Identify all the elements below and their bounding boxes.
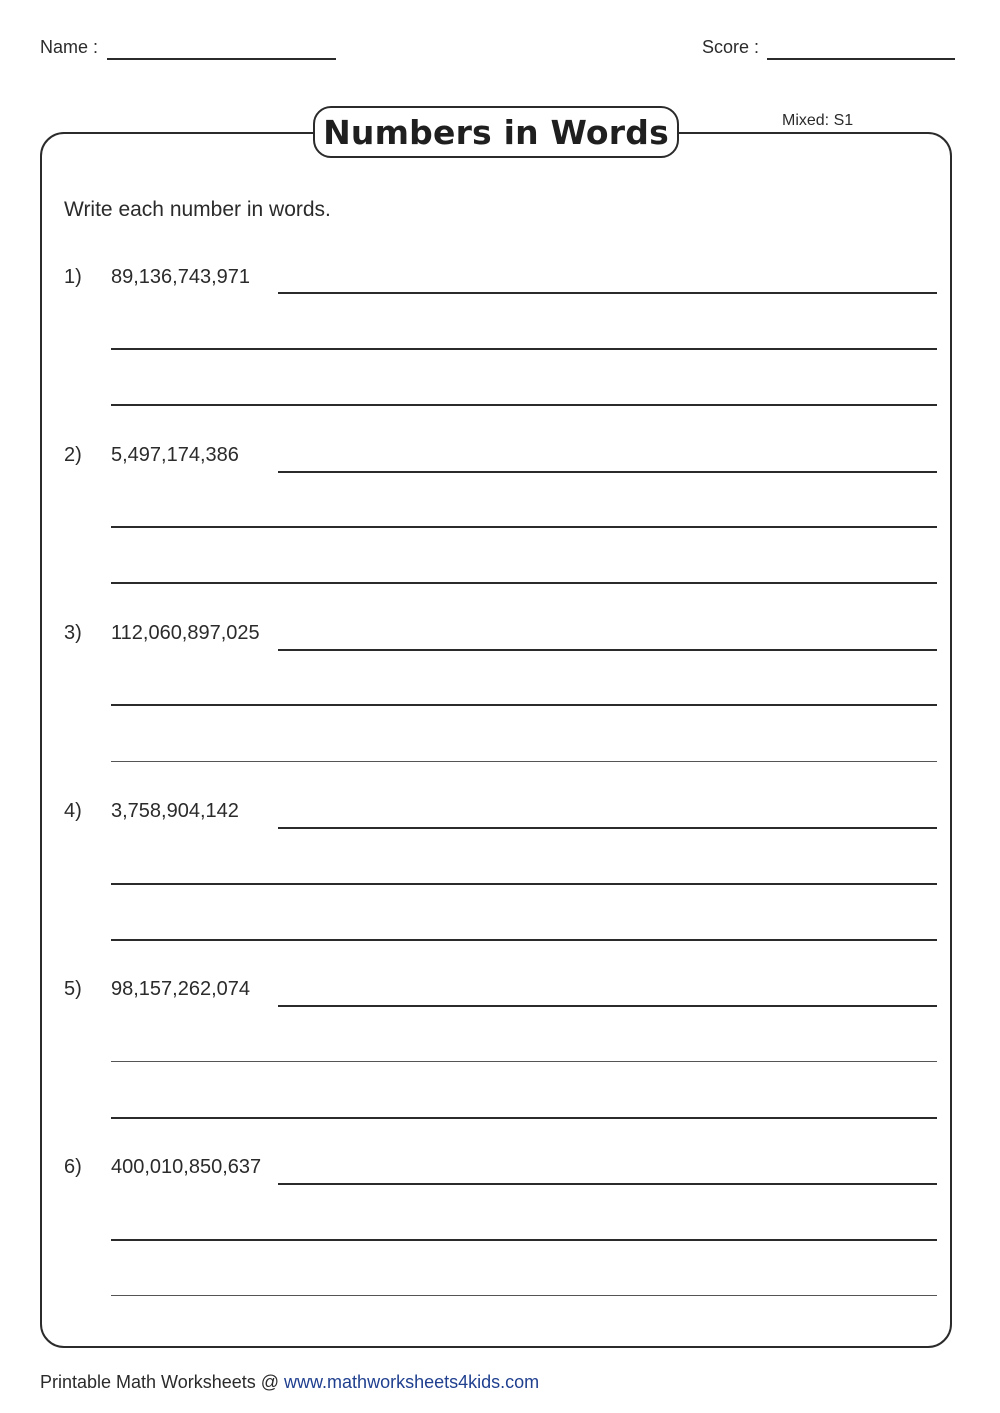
question-value: 400,010,850,637	[111, 1156, 262, 1178]
score-label: Score :	[702, 37, 760, 57]
answer-line[interactable]	[111, 582, 937, 584]
answer-line[interactable]	[111, 1295, 937, 1296]
score-field[interactable]	[767, 58, 955, 60]
question-value: 98,157,262,074	[111, 978, 251, 1000]
answer-line[interactable]	[278, 1005, 937, 1007]
question-value: 5,497,174,386	[111, 444, 239, 466]
answer-line[interactable]	[111, 1061, 937, 1062]
question-number: 2)	[64, 444, 82, 466]
answer-line[interactable]	[111, 761, 937, 762]
answer-line[interactable]	[111, 404, 937, 406]
answer-line[interactable]	[278, 471, 937, 473]
name-label: Name :	[40, 37, 99, 57]
answer-line[interactable]	[111, 704, 937, 706]
question-value: 112,060,897,025	[111, 622, 260, 644]
footer-link[interactable]: www.mathworksheets4kids.com	[284, 1372, 540, 1392]
title-box	[313, 106, 679, 158]
answer-line[interactable]	[278, 1183, 937, 1185]
page-title: Numbers in Words	[323, 112, 669, 152]
answer-line[interactable]	[111, 526, 937, 528]
question-number: 1)	[64, 266, 82, 288]
answer-line[interactable]	[111, 883, 937, 885]
instructions: Write each number in words.	[64, 198, 331, 221]
footer	[40, 1372, 539, 1393]
name-field[interactable]	[107, 58, 336, 60]
answer-line[interactable]	[278, 827, 937, 829]
question-value: 89,136,743,971	[111, 266, 251, 288]
question-number: 5)	[64, 978, 82, 1000]
question-value: 3,758,904,142	[111, 800, 239, 822]
question-number: 6)	[64, 1156, 82, 1178]
answer-line[interactable]	[111, 1239, 937, 1241]
set-label: Mixed: S1	[782, 112, 854, 129]
answer-line[interactable]	[111, 1117, 937, 1119]
answer-line[interactable]	[111, 939, 937, 941]
answer-line[interactable]	[278, 649, 937, 651]
question-number: 3)	[64, 622, 82, 644]
answer-line[interactable]	[111, 348, 937, 350]
answer-line[interactable]	[278, 292, 937, 294]
question-number: 4)	[64, 800, 82, 822]
footer-text: Printable Math Worksheets @	[40, 1372, 285, 1392]
